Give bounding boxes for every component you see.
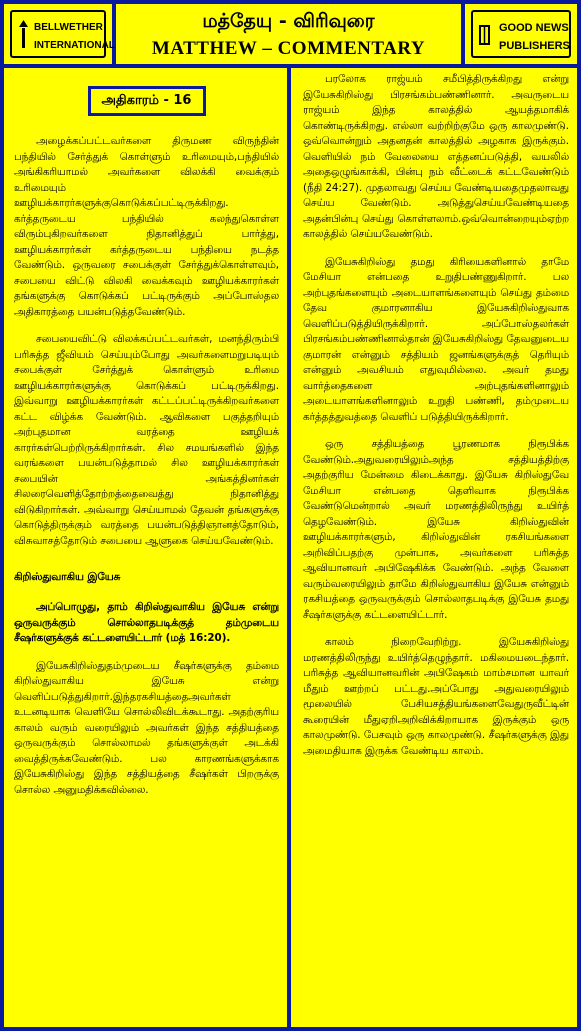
- header-left-logo-panel: [4, 4, 115, 64]
- header-right-logo-panel: [465, 4, 577, 64]
- section-subheading: கிறிஸ்துவாகிய இயேசு: [14, 571, 121, 583]
- paragraph: இயேசுகிறிஸ்துதம்முடைய சீஷர்களுக்கு தம்மை கிறிஸ்துவாகிய இயேசு என்று வெளிப்படுத்துகிறார்.இந்தரகசியத்தைஅவர்கள் உடனடியாக வெளியே சொல்லிவிடக்கூடாது. அதற்குரிய காலம் வரும் வரையிலும் அவர்கள் இந்த சத்தியத்தை ஒருவருக்கும் சொல்லாமல் தங்களுக்குள் அடக்கி வைத்திருக்கவேண்டும். பல காரணங்களுக்காக இயேசுகிறிஸ்து இந்த சத்தியத்தை சீஷர்கள் பிறருக்கு சொல்ல அனுமதிக்கவில்லை.: [14, 659, 279, 796]
- left-column: [4, 68, 287, 1027]
- good-news-logo: [471, 10, 571, 58]
- book-icon: [479, 20, 490, 50]
- chapter-heading: அதிகாரம் - 16: [88, 86, 206, 116]
- title-tamil: மத்தேயு - விரிவுரை: [202, 10, 375, 32]
- logo-line-2: INTERNATIONAL: [34, 40, 115, 51]
- scripture-verse: அப்பொழுது, தாம் கிறிஸ்துவாகிய இயேசு என்று ஒருவருக்கும் சொல்லாதபடிக்குத் தம்முடைய சீஷர்களுக்குக் கட்டளையிட்டார் (மத் 16:20).: [14, 601, 279, 644]
- paragraph: பரலோக ராஜ்யம் சமீபித்திருக்கிறது என்று இயேசுகிறிஸ்து பிரசங்கம்பண்ணினார். அவருடைய ராஜ்யம் இந்த காலத்தில் ஆயத்தமாகிக் கொண்டிருக்கிறது. எல்லா வற்றிற்குமே ஒரு காலமுண்டு. ஒவ்வொன்றும் அதனதன் காலத்தில் அழகாக இருக்கும். வெளியில் நம் வேலையை எத்தனப்படுத்தி, வயலில் அதைஒழுங்காக்கி, பின்பு நம் வீட்டைக் கட்டவேண்டும் (நீதி 24:27). முதலாவது செய்ய வேண்டியதைமுதலாவது செய்ய வேண்டும். அடுத்துசெய்யவேண்டியதை அதன்பின்பு செய்து கொள்ளலாம்.ஒவ்வொன்றையும்ஏற்ற காலத்தில் செய்யவேண்டும்.: [303, 73, 569, 240]
- logo-line-2: PUBLISHERS: [499, 40, 570, 52]
- paragraph: சபையைவிட்டு விலக்கப்பட்டவர்கள், மனந்திரும்பி பரிசுத்த ஜீவியம் செய்யும்போது அவர்களைமறுபடியும் சபைக்குள் சேர்த்துக் கொள்ளும் உரிமை ஊழியக்காரர்களுக்கு கொடுக்கப் பட்டிருக்கிறது. இவ்வாறு ஊழியக்காரர்கள் கட்டப்பட்டிருக்கிறவர்களை கட்ட விழ்க்க வேண்டும். ஆவிகளை பகுத்தறியும் அற்புதமான வரத்தை ஊழியக் காரர்கள்பெற்றிருக்கிறார்கள். சில சமயங்களில் இந்த வரங்களை பயன்படுத்தாமல் சில ஊழியக்காரர்கள் சபையின் அங்கத்தினர்கள் சிலரைவெளித்தோற்றத்தைவைத்து நிதானித்து விடுகிறார்கள். அவ்வாறு செய்யாமல் தேவன் தங்களுக்கு கொடுத்திருக்கும் வரத்தை பயன்படுத்திஞானத்தோடும், விசுவாசத்தோடும் சபையை ஆளுகை செய்யவேண்டும்.: [14, 333, 279, 547]
- bellwether-logo: [10, 10, 115, 58]
- header-title-panel: [116, 4, 461, 64]
- logo-line-1: BELLWETHER: [34, 22, 103, 33]
- right-column: [291, 68, 577, 1027]
- paragraph: அழைக்கப்பட்டவர்களை திருமண விருந்தின் பந்தியில் சேர்த்துக் கொள்ளும் உரிமையும்,பந்தியில் அங்கிகரியாமல் அவர்களை விலக்கி வைக்கும் உரிமையும் ஊழியக்காரர்களுக்குகொடுக்கப்பட்டிருக்கிறது. கர்த்தருடைய பந்தியில் கலந்துகொள்ள விரும்புகிறவர்களை நிதானித்துப் பார்த்து, ஊழியக்காரர்கள் கர்த்தருடைய பந்தியை நடத்த வேண்டும். ஒருவரை சபைக்குள் சேர்த்துக்கொள்ளவும், சபையை விட்டு விலகி வைக்கவும் ஊழியக்காரர்கள் தங்களுக்கு கொடுக்கப் பட்டிருக்கும் அப்போஸ்தல அதிகாரத்தை பயன்படுத்தவேண்டும்.: [14, 135, 279, 318]
- paragraph: காலம் நிறைவேறிற்று. இயேசுகிறிஸ்து மரணத்திலிருந்து உயிர்த்தெழுந்தார். மகிமையடைந்தார். பரிசுத்த ஆவியானவரின் அபிஷேகம் மாம்சமான யாவர் மீதும் ஊற்றப் பட்டது.அப்போது அதுவரையிலும் மூலையில் பேசியசத்தியங்களைவேதுருவீட்டின் கூரையின் மீதுஏறிஅறிவிக்கிறாயாக இருக்கும் ஒரு காலமுண்டு. பேசவும் ஒரு காலமுண்டு. சீஷர்களுக்கு இது அமைதியாக இருக்க வேண்டிய காலம்.: [303, 636, 569, 757]
- logo-line-1: GOOD NEWS: [499, 22, 569, 34]
- paragraph: இயேசுகிறிஸ்து தமது கிரியைகளினால் தாமே மேசியா என்பதை உறுதிபண்ணுகிறார். பல அற்புதங்களையும் அடையாளங்களையும் செய்து தம்மை தேவ குமாரனாகிய இயேசுகிறிஸ்துவாக வெளிப்படுத்தியிருக்கிறார். அப்போஸ்தலர்கள் பிரசங்கம்பண்ணினால்தான் இயேசுகிறிஸ்து தேவனுடைய குமாரன் என்னும் சத்தியம் ஜனங்களுக்குத் தெரியும் என்னும் அவசியம் எதுவுமில்லை. அவர் தமது வார்த்தைகளை அற்புதங்களினாலும் அடையாளங்களினாலும் உறுதி பண்ணி, தம்முடைய கர்த்தத்துவத்தை வெளிப் படுத்தியிருக்கிறார்.: [303, 255, 569, 423]
- title-english: MATTHEW – COMMENTARY: [151, 38, 426, 59]
- paragraph: ஒரு சத்தியத்தை பூரணமாக நிரூபிக்க வேண்டும்.அதுவரையிலும்அந்த சத்தியத்திற்கு அதற்குரிய மேன்மை கிடைக்காது. இயேசு கிறிஸ்துவே மேசியா என்பதை தெளிவாக நிரூபிக்க வேண்டுமென்றால் அவர் மரணத்திலிருந்து உயிர்த் தெழவேண்டும். இயேசு கிறிஸ்துவின் ஊழியக்காரர்களும், கிறிஸ்துவின் ரகசியங்களை அறிவிப்பதற்கு முன்பாக, அவர்களை பரிசுத்த ஆவியானவர் அபிஷேகிக்க வேண்டும். அந்த வேளை வரும்வரையிலும் தாமே கிறிஸ்துவாகிய இயேசு என்னும் ரகசியத்தை ஒருவருக்கும் சொல்லாதபடிக்கு இயேசு தமது சீஷர்களுக்கு கட்டளையிட்டார்.: [303, 438, 569, 621]
- torch-icon: [18, 20, 29, 50]
